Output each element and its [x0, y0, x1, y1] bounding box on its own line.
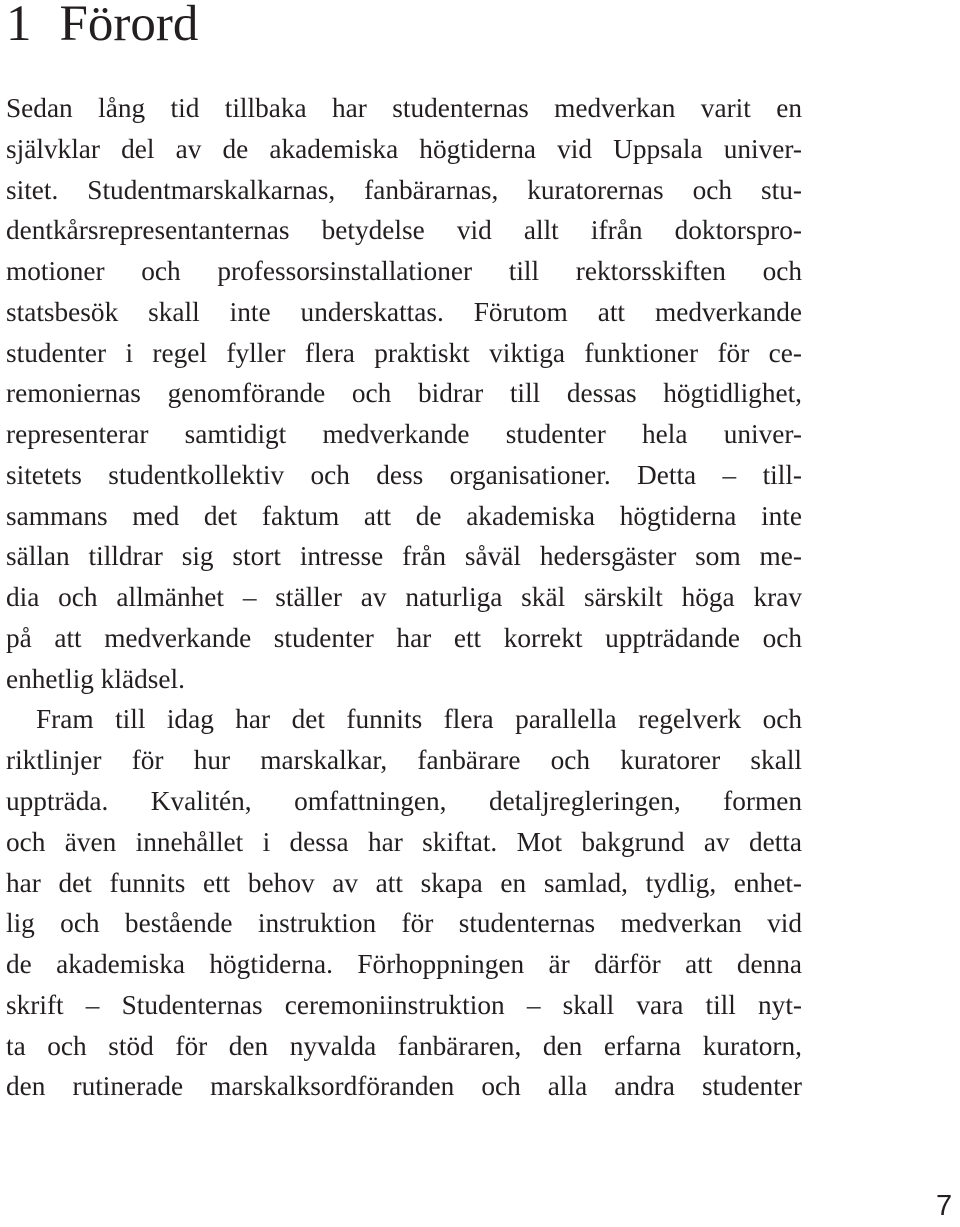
- paragraph-1-line: Sedan lång tid tillbaka har studenternas medverkan varit en: [6, 93, 802, 123]
- paragraph-1-line: dia och allmänhet – ställer av naturliga skäl särskilt höga krav: [6, 582, 802, 613]
- paragraph-1-line: sällan tilldrar sig stort intresse från såväl hedersgäster som me-: [6, 541, 802, 572]
- paragraph-2-line: de akademiska högtiderna. Förhoppningen är därför att denna: [6, 949, 802, 980]
- paragraph-1-line: sammans med det faktum att de akademiska högtiderna inte: [6, 500, 802, 531]
- paragraph-1-line: enhetlig klädsel.: [6, 663, 185, 694]
- paragraph-1-line: studenter i regel fyller flera praktiskt viktiga funktioner för ce-: [6, 337, 802, 368]
- paragraph-2-line: lig och bestående instruktion för studenternas medverkan vid: [6, 908, 802, 939]
- paragraph-2-line: riktlinjer för hur marskalkar, fanbärare och kuratorer skall: [6, 745, 802, 776]
- paragraph-1-line: självklar del av de akademiska högtiderna vid Uppsala univer-: [6, 133, 802, 164]
- chapter-title: Förord: [59, 0, 199, 52]
- body-text: [6, 88, 802, 1107]
- chapter-number: 1: [6, 0, 32, 52]
- paragraph-2-line: Fram till idag har det funnits flera parallella regelverk och: [36, 704, 802, 735]
- paragraph-1-line: remoniernas genomförande och bidrar till dessas högtidlighet,: [6, 378, 802, 409]
- paragraph-2-line: och även innehållet i dessa har skiftat. Mot bakgrund av detta: [6, 826, 802, 857]
- paragraph-2-line: den rutinerade marskalksordföranden och alla andra studenter: [6, 1071, 802, 1102]
- paragraph-1-line: motioner och professorsinstallationer till rektorsskiften och: [6, 256, 802, 287]
- paragraph-1-line: på att medverkande studenter har ett korrekt uppträdande och: [6, 622, 802, 653]
- paragraph-1-line: sitet. Studentmarskalkarnas, fanbärarnas, kuratorernas och stu-: [6, 174, 802, 205]
- paragraph-2-line: har det funnits ett behov av att skapa en samlad, tydlig, enhet-: [6, 867, 802, 898]
- paragraph-1-line: sitetets studentkollektiv och dess organisationer. Detta – till-: [6, 459, 802, 490]
- chapter-heading: [6, 0, 198, 54]
- page-number: 7: [936, 1190, 953, 1222]
- paragraph-2-line: skrift – Studenternas ceremoniinstruktion – skall vara till nyt-: [6, 989, 802, 1020]
- paragraph-1-line: dentkårsrepresentanternas betydelse vid allt ifrån doktorspro-: [6, 215, 802, 246]
- paragraph-2-line: ta och stöd för den nyvalda fanbäraren, den erfarna kuratorn,: [6, 1030, 802, 1061]
- paragraph-1-line: representerar samtidigt medverkande studenter hela univer-: [6, 419, 802, 450]
- paragraph-2-line: uppträda. Kvalitén, omfattningen, detaljregleringen, formen: [6, 786, 802, 817]
- paragraph-1-line: statsbesök skall inte underskattas. Förutom att medverkande: [6, 296, 802, 327]
